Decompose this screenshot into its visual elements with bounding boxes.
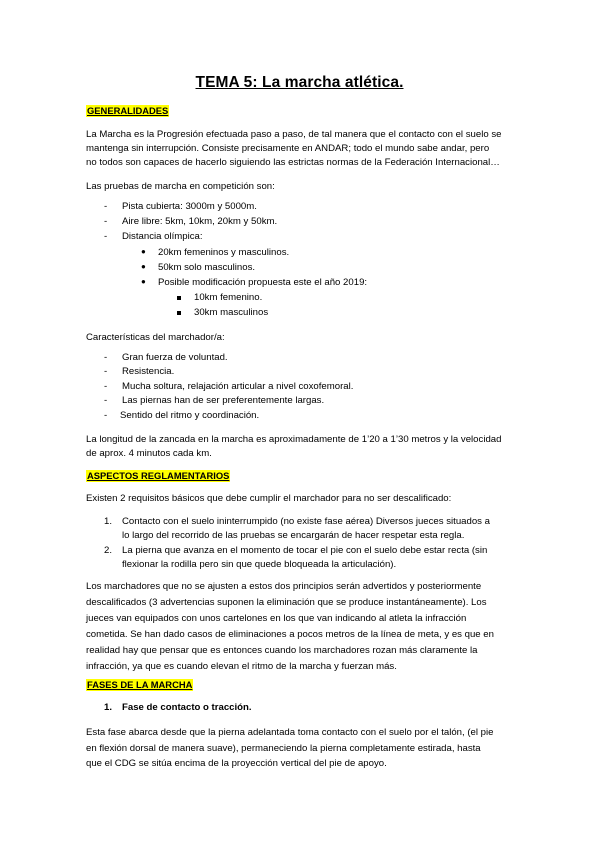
bullet-marker: ●: [141, 247, 146, 256]
list-item: Resistencia.: [122, 366, 175, 377]
zancada-line: de aprox. 4 minutos cada km.: [86, 448, 212, 459]
list-item: Posible modificación propuesta este el año 2019:: [158, 277, 368, 288]
square-bullet-marker: [177, 296, 181, 300]
list-item: Pista cubierta: 3000m y 5000m.: [122, 201, 257, 212]
dash-marker: -: [104, 201, 108, 212]
page-title: TEMA 5: La marcha atlética.: [195, 74, 404, 91]
dash-marker: -: [104, 410, 108, 421]
dash-marker: -: [104, 231, 108, 242]
list-item: 10km femenino.: [194, 292, 263, 303]
descalificados-line: cometida. Se han dado casos de eliminaciones a pocos metros de la línea de meta, y es que en: [86, 629, 494, 640]
list-item: Gran fuerza de voluntad.: [122, 352, 228, 363]
list-item: 20km femeninos y masculinos.: [158, 247, 290, 258]
list-item: Mucha soltura, relajación articular a nivel coxofemoral.: [122, 381, 354, 392]
descalificados-line: infracción, ya que es cuando elevan el ritmo de la marcha y fuerzan más.: [86, 661, 397, 672]
bullet-marker: ●: [141, 277, 146, 286]
list-item: lo largo del recorrido de las pruebas se encargarán de hacer respetar esta regla.: [122, 530, 465, 541]
descalificados-line: realidad hay que pensar que es entonces cuando los marchadores rozan más claramente la: [86, 645, 478, 656]
zancada-line: La longitud de la zancada en la marcha es aproximadamente de 1’20 a 1’30 metros y la velocidad: [86, 434, 502, 445]
dash-marker: -: [104, 381, 108, 392]
dash-marker: -: [104, 216, 108, 227]
list-number: 1.: [104, 516, 113, 527]
dash-marker: -: [104, 395, 108, 406]
list-item: La pierna que avanza en el momento de tocar el pie con el suelo debe estar recta (sin: [122, 545, 488, 556]
list-item: Sentido del ritmo y coordinación.: [120, 410, 260, 421]
dash-marker: -: [104, 352, 108, 363]
section-heading-generalidades: GENERALIDADES: [87, 105, 169, 116]
list-number: 2.: [104, 545, 113, 556]
fase-line: Esta fase abarca desde que la pierna adelantada toma contacto con el suelo por el talón, (el pie: [86, 727, 494, 738]
section-heading-fases: FASES DE LA MARCHA: [87, 679, 193, 690]
intro-line: La Marcha es la Progresión efectuada paso a paso, de tal manera que el contacto con el suelo se: [86, 129, 502, 140]
caracteristicas-intro: Características del marchador/a:: [86, 332, 225, 343]
descalificados-line: descalificados (3 advertencias suponen la eliminación que se produce instantáneamente). Los: [86, 597, 487, 608]
list-item: Distancia olímpica:: [122, 231, 203, 242]
descalificados-line: Los marchadores que no se ajusten a estos dos principios serán advertidos y posteriormente: [86, 581, 482, 592]
list-item: flexionar la rodilla pero sin que quede bloqueada la articulación).: [122, 559, 397, 570]
dash-marker: -: [104, 366, 108, 377]
section-heading-aspectos: ASPECTOS REGLAMENTARIOS: [87, 470, 230, 481]
list-number: 1.: [104, 702, 113, 713]
list-item: Las piernas han de ser preferentemente largas.: [122, 395, 325, 406]
fase-line: que el CDG se sitúa encima de la proyección vertical del pie de apoyo.: [86, 758, 387, 769]
list-item: Aire libre: 5km, 10km, 20km y 50km.: [122, 216, 278, 227]
descalificados-line: jueces van equipados con unos cartelones en los que van indicando al atleta la infracción: [86, 613, 467, 624]
aspectos-intro: Existen 2 requisitos básicos que debe cumplir el marchador para no ser descalificado:: [86, 493, 452, 504]
intro-line: mantenga sin interrupción. Consiste precisamente en ANDAR; todo el mundo sabe andar, pero: [86, 143, 490, 154]
pruebas-intro: Las pruebas de marcha en competición son:: [86, 181, 275, 192]
fase-title: Fase de contacto o tracción.: [122, 702, 252, 713]
list-item: Contacto con el suelo ininterrumpido (no existe fase aérea) Diversos jueces situados a: [122, 516, 490, 527]
bullet-marker: ●: [141, 262, 146, 271]
square-bullet-marker: [177, 311, 181, 315]
list-item: 50km solo masculinos.: [158, 262, 256, 273]
fase-line: en flexión dorsal de manera suave), permaneciendo la pierna completamente estirada, hasta: [86, 743, 481, 754]
intro-line: no todos son capaces de hacerlo siguiendo las estrictas normas de la Federación Internacional…: [86, 157, 500, 168]
list-item: 30km masculinos: [194, 307, 269, 318]
